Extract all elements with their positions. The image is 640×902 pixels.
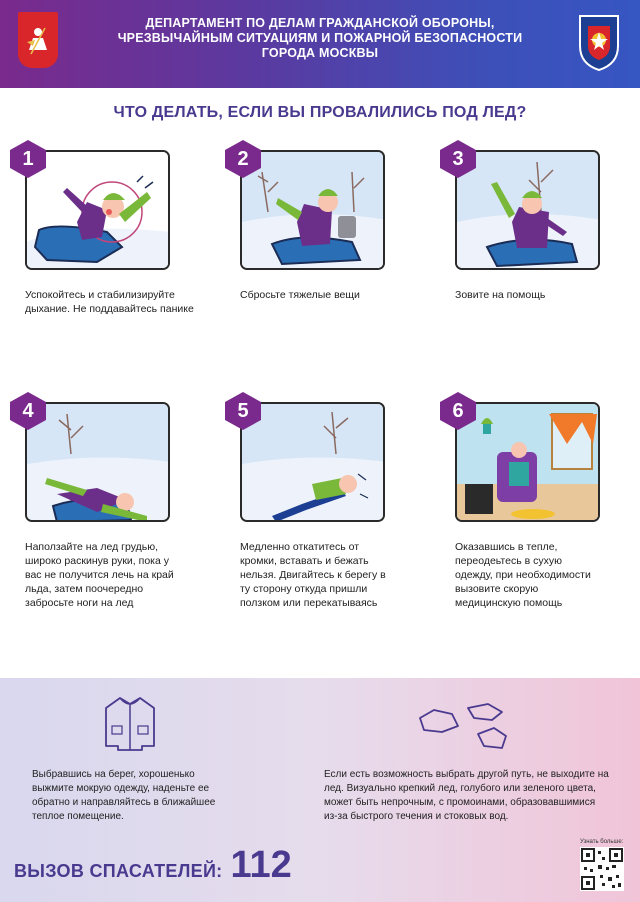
caption-line: Зовите на помощь bbox=[455, 289, 546, 301]
caption-line: переодеьтесь в сухую bbox=[455, 555, 562, 567]
header-title-line: ГОРОДА МОСКВЫ bbox=[261, 46, 379, 60]
person-in-ice-hole-icon bbox=[25, 150, 170, 270]
step-number: 1 bbox=[22, 148, 34, 170]
caption-line: Успокойтесь и стабилизируйте bbox=[25, 289, 175, 301]
header-title-line: ЧРЕЗВЫЧАЙНЫМ СИТУАЦИЯМ И ПОЖАРНОЙ БЕЗОПАСНОСТИ bbox=[117, 31, 523, 45]
caption-line: нельзя. Двигайтесь к берегу в bbox=[240, 569, 386, 581]
note-line: выжмите мокрую одежду, наденьте ее bbox=[32, 783, 210, 794]
rescue-call bbox=[14, 844, 292, 887]
person-rolling-away-icon bbox=[240, 402, 385, 522]
caption-line: ту сторону откуда пришли bbox=[240, 583, 368, 595]
person-warming-at-home-icon bbox=[455, 402, 600, 522]
caption-line: кромки, вставать и бежать bbox=[240, 555, 369, 567]
caption-line: вас не получится лечь на край bbox=[25, 569, 174, 581]
caption-line: ползком или перекатываясь bbox=[240, 597, 378, 609]
caption-line: широко раскинув руки, пока у bbox=[25, 555, 169, 567]
caption-line: дыхание. Не поддавайтесь панике bbox=[25, 303, 194, 315]
gochs-emblem-icon bbox=[576, 12, 622, 72]
step-number: 6 bbox=[452, 400, 464, 422]
step-badge bbox=[440, 140, 476, 178]
step-caption bbox=[240, 288, 420, 302]
step-number: 4 bbox=[22, 400, 34, 422]
left-note bbox=[32, 768, 215, 824]
step-number: 3 bbox=[452, 148, 464, 170]
caption-line: медицинскую помощь bbox=[455, 597, 563, 609]
note-line: обратно и направляйтесь в ближайшее bbox=[32, 797, 216, 808]
emergency-number[interactable]: 112 bbox=[230, 844, 292, 886]
ice-floes-icon bbox=[412, 698, 512, 759]
step-badge bbox=[10, 140, 46, 178]
header-title bbox=[80, 16, 560, 61]
caption-line: Наползайте на лед грудью, bbox=[25, 541, 158, 553]
note-line: может быть непрочным, с промоинами, образовавшимися bbox=[324, 797, 596, 808]
page-title: ЧТО ДЕЛАТЬ, ЕСЛИ ВЫ ПРОВАЛИЛИСЬ ПОД ЛЕД? bbox=[113, 104, 527, 121]
step-badge bbox=[10, 392, 46, 430]
note-line: Выбравшись на берег, хорошенько bbox=[32, 769, 195, 780]
caption-line: Медленно откатитесь от bbox=[240, 541, 360, 553]
step-caption bbox=[25, 288, 205, 316]
header-title-line: ДЕПАРТАМЕНТ ПО ДЕЛАМ ГРАЖДАНСКОЙ ОБОРОНЫ, bbox=[145, 16, 495, 30]
note-line: лед. Визуально крепкий лед, голубого или зеленого цвета, bbox=[324, 783, 596, 794]
step-badge bbox=[225, 140, 261, 178]
call-label: ВЫЗОВ СПАСАТЕЛЕЙ: bbox=[14, 861, 223, 881]
step-number: 2 bbox=[237, 148, 249, 170]
person-calling-help-icon bbox=[455, 150, 600, 270]
caption-line: вызовите скорую bbox=[455, 583, 539, 595]
note-line: теплое помещение. bbox=[32, 811, 124, 822]
note-line: Если есть возможность выбрать другой путь, не выходите на bbox=[324, 769, 609, 780]
caption-line: Сбросьте тяжелые вещи bbox=[240, 289, 360, 301]
step-caption bbox=[455, 540, 635, 610]
step-caption bbox=[25, 540, 205, 610]
caption-line: одежду, при необходимости bbox=[455, 569, 591, 581]
caption-line: льда, затем поочередно bbox=[25, 583, 144, 595]
person-dropping-bag-icon bbox=[240, 150, 385, 270]
person-crawling-on-ice-icon bbox=[25, 402, 170, 522]
jacket-icon bbox=[102, 694, 158, 757]
step-caption bbox=[240, 540, 420, 610]
note-line: из-за быстрого течения и стоковых вод. bbox=[324, 811, 509, 822]
caption-line: Оказавшись в тепле, bbox=[455, 541, 558, 553]
moscow-coat-of-arms-icon bbox=[18, 12, 58, 68]
qr-code-icon[interactable] bbox=[580, 847, 624, 891]
step-badge bbox=[225, 392, 261, 430]
step-badge bbox=[440, 392, 476, 430]
caption-line: забросьте ноги на лед bbox=[25, 597, 134, 609]
qr-label: Узнать больше: bbox=[580, 839, 624, 845]
step-number: 5 bbox=[237, 400, 249, 422]
step-caption bbox=[455, 288, 635, 302]
header-banner bbox=[0, 0, 640, 88]
right-note bbox=[324, 768, 609, 824]
